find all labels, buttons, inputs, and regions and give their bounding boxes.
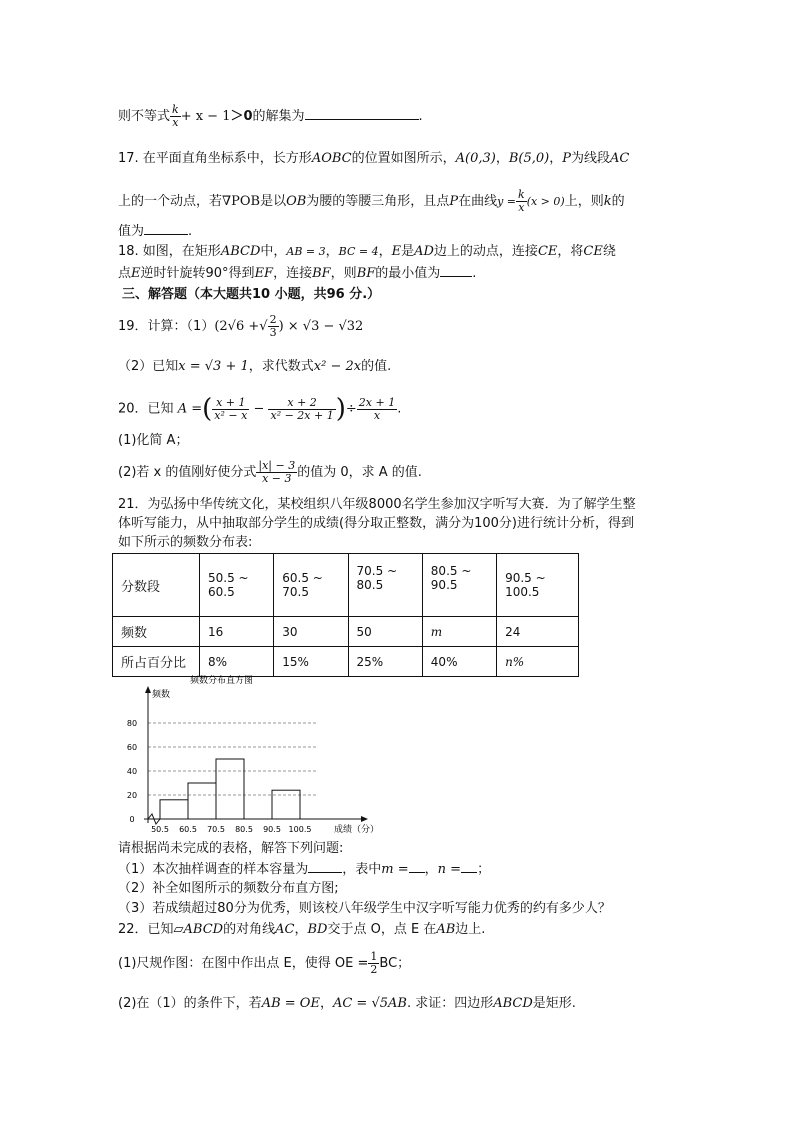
q21-line-3: 如下所示的频数分布表: [118, 535, 253, 550]
q21-question-1: （1）本次抽样调查的样本容量为 ，表中m = ，n = ； [118, 862, 491, 877]
table-cell: 50 [348, 617, 422, 647]
q19-line-2: （2）已知x = √3 + 1，求代数式x² − 2x的值. [118, 359, 392, 374]
chart-labels [152, 674, 379, 835]
table-cell: 25% [348, 647, 422, 677]
q18-line-1: 18. 如图，在矩形ABCD中，AB = 3，BC = 4，E是AD边上的动点，连接CE，将CE绕 [118, 244, 616, 259]
q22-part-1: (1)尺规作图：在图中作出点 E，使得 OE = $\frac{1}{2}$ BC； [118, 950, 411, 976]
q20-line-1: 20．已知 A =( $\frac{x + 1}{\text{x² − x}}$ − $\frac{x + 2}{\text{x² − 2x + 1}}$ )÷ $\frac{2x + 1}{x}$ . [118, 394, 402, 424]
q17-fraction: $\frac{k}{x}$ [518, 188, 525, 214]
table-cell: 60.5 ~ 70.5 [274, 554, 348, 617]
answer-blank[interactable] [440, 264, 472, 277]
x-tick-label: 100.5 [288, 825, 312, 834]
table-cell: 90.5 ~ 100.5 [497, 554, 579, 617]
q16-fraction: $\frac{k}{x}$ [172, 103, 179, 129]
histogram-bar [160, 800, 188, 819]
table-cell: 24 [497, 617, 579, 647]
table-cell: 30 [274, 617, 348, 647]
frequency-table [112, 553, 579, 677]
x-tick-label: 80.5 [235, 825, 253, 834]
y-tick-label: 40 [126, 767, 138, 776]
q20-fraction-4: $\frac{|x| - 3}{x - 3}$ [258, 459, 296, 485]
chart-axes [144, 686, 368, 824]
answer-blank[interactable] [409, 860, 425, 873]
q17-line-3: 值为 . [118, 224, 193, 239]
table-cell: 50.5 ~ 60.5 [200, 554, 274, 617]
x-axis-arrow [361, 816, 368, 822]
chart-title: 频数分布直方图 [190, 676, 254, 686]
q21-intro: 请根据尚未完成的表格，解答下列问题: [118, 841, 344, 856]
table-cell: m [422, 617, 496, 647]
x-tick-label: 60.5 [179, 825, 197, 834]
table-cell: 80.5 ~ 90.5 [422, 554, 496, 617]
table-cell: 16 [200, 617, 274, 647]
q21-question-2: （2）补全如图所示的频数分布直方图; [118, 881, 339, 896]
answer-blank[interactable] [144, 222, 188, 235]
table-cell: 8% [200, 647, 274, 677]
table-row [113, 617, 579, 647]
x-tick-label: 90.5 [263, 825, 281, 834]
q17-line-2: 上的一个动点，若∇POB是以OB为腰的等腰三角形，且点P在曲线y = $\frac{k}{x}$ (x > 0)上，则k的 [118, 188, 625, 214]
q19-line-1: 19．计算：（1）(2√6 +√ $\frac{2}{3}$ ) × √3 − √32 [118, 313, 364, 339]
table-cell: n% [497, 647, 579, 677]
y-tick-label: 80 [126, 719, 138, 728]
q19-fraction: $\frac{2}{3}$ [269, 313, 277, 339]
histogram-chart [112, 672, 402, 844]
table-header-row [113, 554, 579, 617]
q21-line-1: 21．为弘扬中华传统文化，某校组织八年级8000名学生参加汉字听写大赛．为了解学生整 [118, 497, 636, 512]
table-cell: 频数 [113, 617, 200, 647]
histogram-bar [216, 759, 244, 819]
q20-fraction-2: $\frac{x + 2}{\text{x² − 2x + 1}}$ [270, 395, 334, 422]
q20-fraction-3: $\frac{2x + 1}{x}$ [358, 395, 396, 422]
y-tick-label: 0 [129, 815, 135, 824]
x-tick-label: 70.5 [207, 825, 225, 834]
table-cell: 70.5 ~ 80.5 [348, 554, 422, 617]
x-axis-label: 成绩（分） [334, 825, 380, 835]
q20-part-2: (2)若 x 的值刚好使分式 $\frac{|x| - 3}{x - 3}$ 的值为 0，求 A 的值. [118, 459, 422, 485]
histogram-bar [272, 790, 300, 819]
table-cell: 分数段 [113, 554, 200, 617]
q16-line: 则不等式 $\frac{k}{x}$ + x − 1＞0的解集为 . [118, 103, 423, 129]
chart-bars [160, 759, 300, 819]
q20-fraction-1: $\frac{x + 1}{\text{x² − x}}$ [214, 395, 248, 422]
q20-part-1: (1)化简 A； [118, 433, 189, 448]
table-cell: 所占百分比 [113, 647, 200, 677]
y-tick-label: 60 [126, 743, 138, 752]
table-cell: 15% [274, 647, 348, 677]
histogram-bar [188, 783, 216, 819]
section-heading: 三、解答题（本大题共10 小题，共96 分.） [122, 287, 381, 302]
y-axis-label: 频数 [152, 690, 171, 700]
q21-line-2: 体听写能力，从中抽取部分学生的成绩(得分取正整数，满分为100分)进行统计分析，得到 [118, 516, 634, 531]
y-axis-arrow [145, 686, 151, 693]
answer-blank[interactable] [308, 860, 342, 873]
y-tick-label: 20 [126, 791, 138, 800]
answer-blank[interactable] [461, 860, 477, 873]
q22-line-1: 22．已知▱ABCD的对角线AC，BD交于点 O，点 E 在AB边上. [118, 922, 486, 937]
q17-line-1: 17. 在平面直角坐标系中，长方形AOBC的位置如图所示，A(0,3)，B(5,0)，P为线段AC [118, 151, 630, 166]
answer-blank[interactable] [305, 107, 419, 120]
q22-part-2: (2)在（1）的条件下，若AB = OE，AC = √5AB. 求证：四边形ABCD是矩形. [118, 996, 576, 1011]
chart-ticks [127, 719, 312, 834]
table-cell: 40% [422, 647, 496, 677]
q22-fraction: $\frac{1}{2}$ [370, 950, 378, 976]
q21-question-3: （3）若成绩超过80分为优秀，则该校八年级学生中汉字听写能力优秀的约有多少人？ [118, 901, 611, 916]
x-tick-label: 50.5 [151, 825, 169, 834]
q18-line-2: 点E逆时针旋转90°得到EF，连接BF，则BF的最小值为 . [118, 266, 477, 281]
